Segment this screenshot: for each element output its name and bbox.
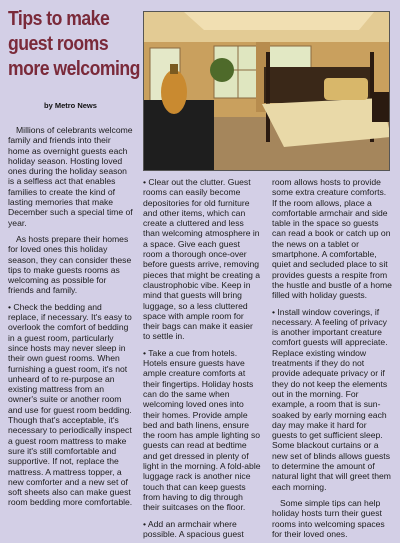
bedroom-photo-icon	[144, 12, 390, 171]
byline: by Metro News	[44, 101, 97, 110]
photo-side-table	[372, 92, 390, 122]
article-column-2	[143, 177, 261, 543]
bedroom-photo	[143, 11, 390, 171]
title-line: guest rooms	[8, 32, 109, 55]
paragraph: • Check the bedding and replace, if necessary. It's easy to overlook the comfort of bedding in a guest room, particularly since hosts may never sleep in their own guest rooms. When furnishing a guest room, it's not unheard of to re-purpose an existing mattress from an owner's suite or another room and use for guest room bedding. Though that's acceptable, it's necessary to periodically inspect a guest room mattress to make sure it's still comfortable and supportive. If not, replace the mattress. A mattress topper, a new comforter and a new set of soft sheets also can make guest room bedding more comfortable.	[8, 301, 133, 508]
photo-plant	[210, 58, 234, 82]
paragraph: Some simple tips can help holiday hosts turn their guest rooms into welcoming spaces for their loved ones.	[272, 497, 385, 539]
title-line: more welcoming	[8, 57, 140, 80]
paragraph: As hosts prepare their homes for loved ones this holiday season, they can consider these tips to make guests rooms as welcoming as possible for friends and family.	[8, 233, 132, 296]
paragraph: room allows hosts to provide some extra creature comforts. If the room allows, place a comfortable armchair and side table in the space so guests can read a book or catch up on the news on a tablet or smartphone. A comfortable, quiet and secluded place to sit provides guests a respite from the hustle and bustle of a home filled with holiday guests.	[272, 177, 392, 301]
article-title	[8, 6, 140, 81]
photo-ceiling-recess	[184, 12, 374, 30]
paragraph: • Take a cue from hotels. Hotels ensure guests have ample creature comforts at their fingertips. Holiday hosts can do the same when welcoming loved ones into their homes. Provide ample bed and bath linens, ensure the room has ample lighting so guests can read at bedtime and get dressed in plenty of light in the morning. A fold-able luggage rack is another nice touch that can keep guests from having to dig through their suitcases on the floor.	[143, 347, 261, 513]
photo-pillows	[324, 78, 368, 100]
paragraph: • Add an armchair where possible. A spacious guest	[143, 518, 244, 539]
paragraph: Millions of celebrants welcome family and friends into their home as overnight guests each holiday season. Hosting loved ones during the holiday season is a selfless act that enables families to create the kind of lasting memories that make December such a special time of year.	[8, 125, 133, 228]
photo-vase	[161, 70, 187, 114]
title-line: Tips to make	[8, 7, 110, 30]
paragraph: • Clear out the clutter. Guest rooms can easily become depositories for old furniture and other items, which can create a cluttered and less than welcoming atmosphere in a space. Give each guest room a thorough once-over before guests arrive, removing pieces that might be creating a claustrophobic vibe. Keep in mind that guests will bring luggage, so a less cluttered space with ample room for their bags can make it easier to settle in.	[143, 177, 261, 342]
article-column-3	[272, 177, 392, 543]
paragraph: • Install window coverings, if necessary. A feeling of privacy is another important creature comfort guests will appreciate. Replace existing window treatments if they do not provide adequate privacy or if they do not keep the elements out in the morning. For example, a room that is sun-soaked by early morning each day may make it hard for guests to get sufficient sleep. Some blackout curtains or a new set of blinds allows guests to determine the amount of natural light that will greet them each morning.	[272, 306, 391, 492]
article-column-1	[8, 125, 134, 514]
